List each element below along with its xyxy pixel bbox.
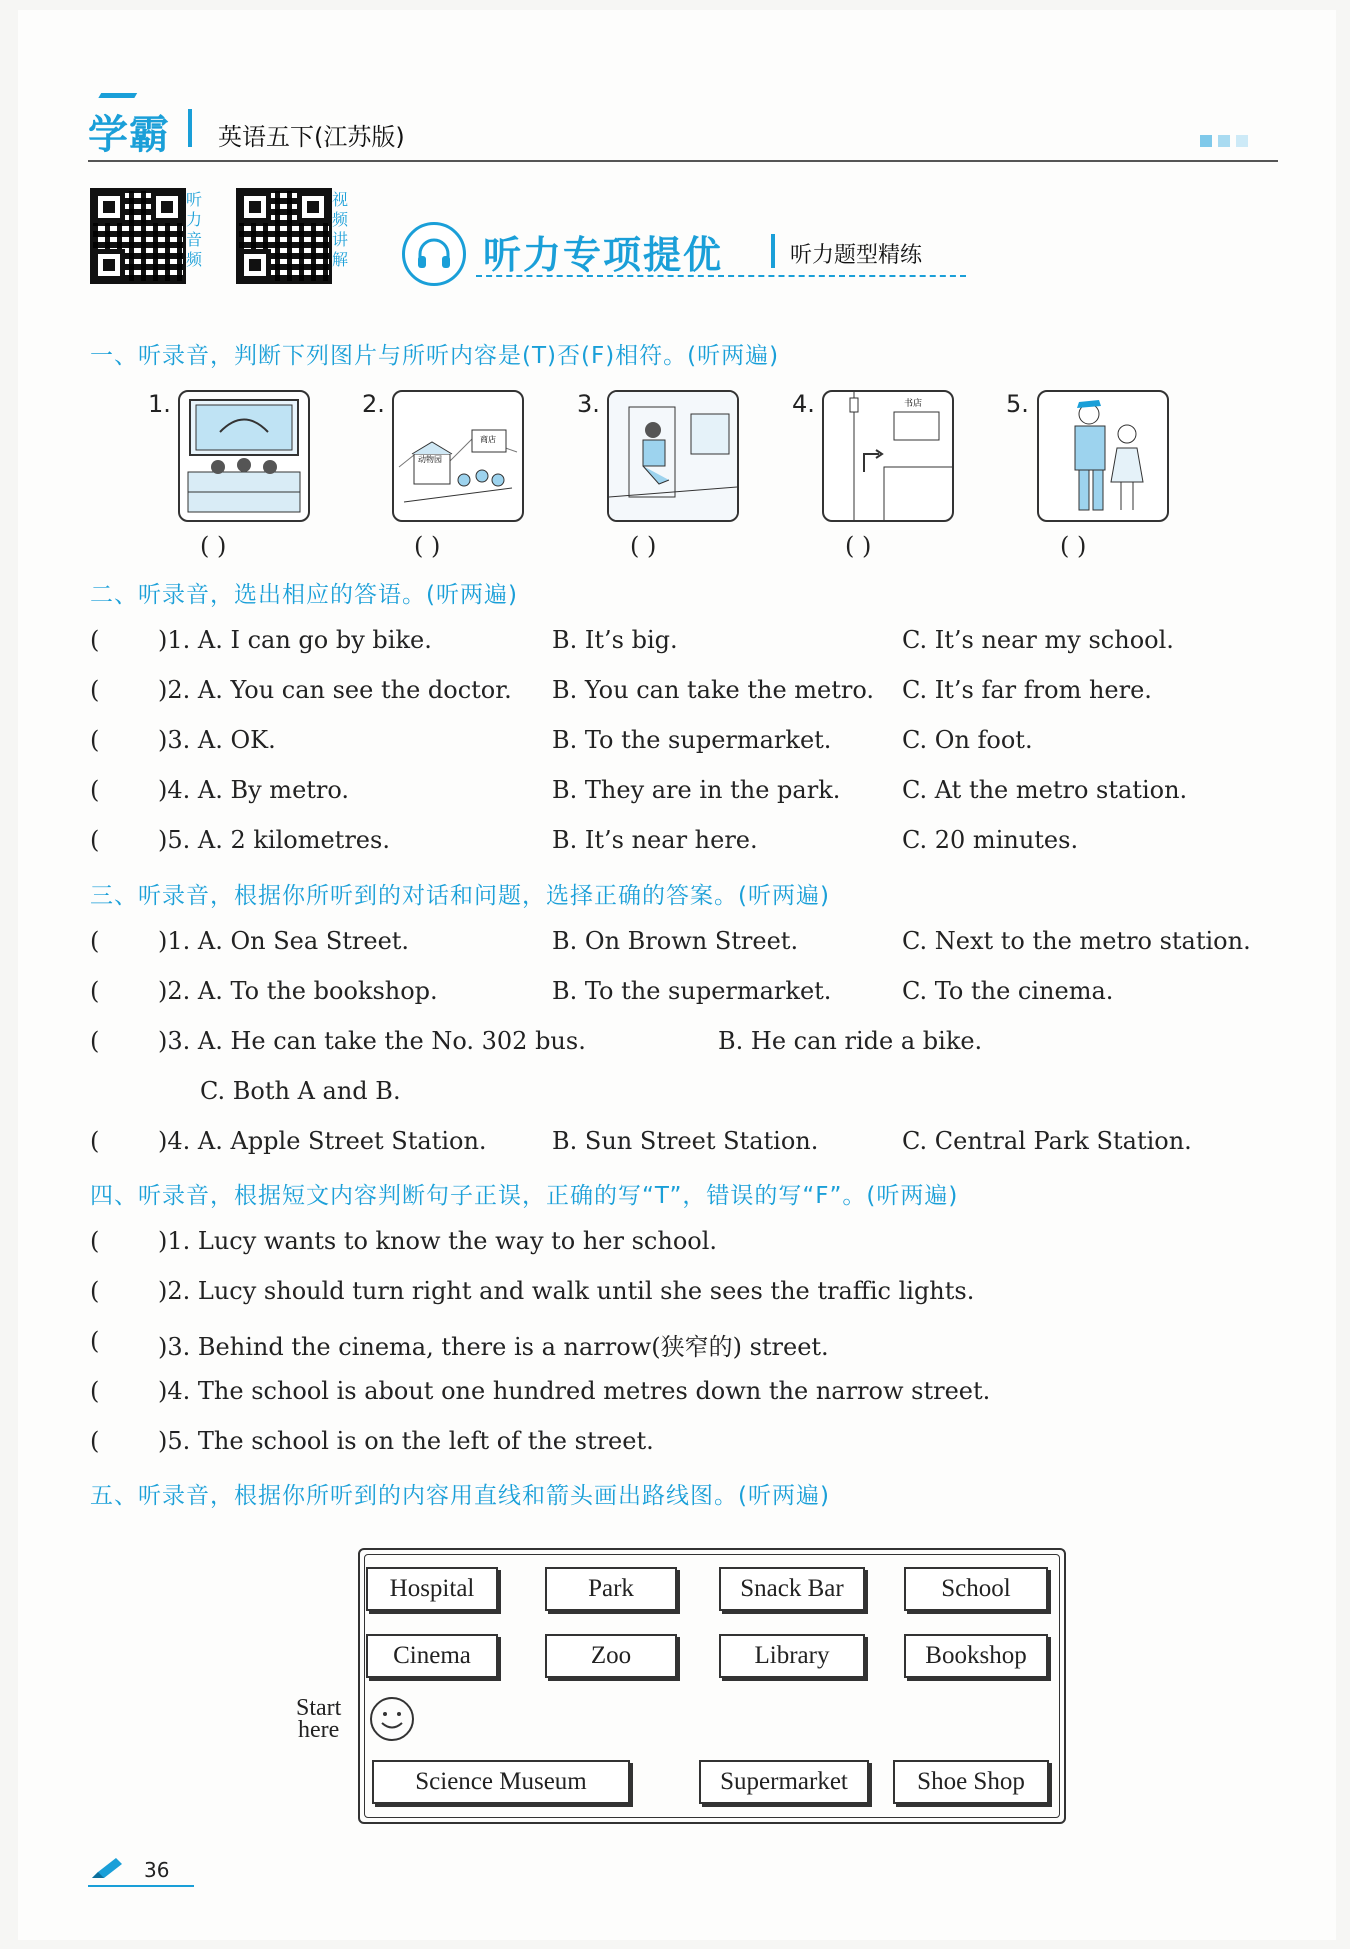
start-label: Start here — [296, 1695, 342, 1743]
place-school: School — [904, 1567, 1048, 1611]
decor-square — [1218, 135, 1230, 147]
answer-blank[interactable]: ( — [90, 1327, 100, 1355]
question-row — [90, 726, 1270, 762]
option-a: )4. A. By metro. — [158, 776, 350, 804]
page-header — [88, 95, 1278, 162]
decor-square — [1200, 135, 1212, 147]
question-row — [90, 626, 1270, 662]
picture-policeman-and-girl — [1037, 390, 1169, 522]
section-2-heading: 二、听录音，选出相应的答语。(听两遍) — [90, 582, 518, 608]
page-number: 36 — [144, 1858, 170, 1882]
option-c: C. At the metro station. — [902, 776, 1188, 804]
statement-row — [90, 1377, 1270, 1413]
place-science-museum: Science Museum — [372, 1760, 630, 1804]
answer-blank[interactable]: ( — [90, 826, 100, 854]
question-row — [90, 1027, 1270, 1063]
option-c: C. It’s near my school. — [902, 626, 1174, 654]
svg-text:商店: 商店 — [480, 435, 496, 444]
option-a: )2. A. You can see the doctor. — [158, 676, 512, 704]
statement-text: )1. Lucy wants to know the way to her school. — [158, 1227, 718, 1255]
svg-text:动物园: 动物园 — [418, 455, 442, 464]
decor-square — [1236, 135, 1248, 147]
question-row-continued — [90, 1077, 1270, 1113]
option-a: )3. A. He can take the No. 302 bus. — [158, 1027, 586, 1055]
answer-blank[interactable]: ( — [90, 1227, 100, 1255]
answer-paren[interactable]: ( ) — [200, 532, 227, 560]
place-shoe-shop: Shoe Shop — [893, 1760, 1049, 1804]
question-row — [90, 977, 1270, 1013]
option-c: C. Both A and B. — [200, 1077, 401, 1105]
answer-blank[interactable]: ( — [90, 927, 100, 955]
picture-girl-on-metro — [607, 390, 739, 522]
place-zoo: Zoo — [545, 1634, 677, 1678]
banner-title: 听力专项提优 — [483, 233, 724, 277]
picture-number: 4. — [792, 390, 815, 418]
picture-zoo-and-shop — [392, 390, 524, 522]
option-c: C. On foot. — [902, 726, 1033, 754]
place-park: Park — [545, 1567, 677, 1611]
section-1-heading: 一、听录音，判断下列图片与所听内容是(T)否(F)相符。(听两遍) — [90, 343, 780, 369]
statement-row — [90, 1327, 1270, 1363]
picture-cinema — [178, 390, 310, 522]
option-a: )3. A. OK. — [158, 726, 276, 754]
section-3-heading: 三、听录音，根据你所听到的对话和问题，选择正确的答案。(听两遍) — [90, 883, 830, 909]
audio-qr-code[interactable] — [90, 188, 186, 284]
option-b: B. He can ride a bike. — [718, 1027, 983, 1055]
option-a: )2. A. To the bookshop. — [158, 977, 438, 1005]
statement-row — [90, 1277, 1270, 1313]
option-a: )1. A. I can go by bike. — [158, 626, 432, 654]
picture-number: 5. — [1006, 390, 1029, 418]
option-b: B. To the supermarket. — [552, 726, 832, 754]
svg-text:书店: 书店 — [904, 399, 923, 409]
statement-text: )2. Lucy should turn right and walk until she sees the traffic lights. — [158, 1277, 975, 1305]
option-c: C. To the cinema. — [902, 977, 1114, 1005]
question-row — [90, 927, 1270, 963]
video-qr-code[interactable] — [236, 188, 332, 284]
question-row — [90, 826, 1270, 862]
question-row — [90, 776, 1270, 812]
option-b: B. You can take the metro. — [552, 676, 875, 704]
option-c: C. Central Park Station. — [902, 1127, 1192, 1155]
option-c: C. Next to the metro station. — [902, 927, 1251, 955]
statement-text: )4. The school is about one hundred metres down the narrow street. — [158, 1377, 991, 1405]
banner-divider — [771, 234, 775, 268]
option-c: C. It’s far from here. — [902, 676, 1152, 704]
option-b: B. It’s big. — [552, 626, 678, 654]
place-supermarket: Supermarket — [699, 1760, 869, 1804]
picture-bookshop-route — [822, 390, 954, 522]
book-title: 英语五下(江苏版) — [218, 123, 405, 151]
answer-paren[interactable]: ( ) — [414, 532, 441, 560]
smiley-face-icon — [370, 1697, 414, 1741]
statement-text: )3. Behind the cinema, there is a narrow(狭窄的) street. — [158, 1333, 829, 1361]
headphones-icon — [402, 222, 466, 286]
statement-row — [90, 1427, 1270, 1463]
place-hospital: Hospital — [366, 1567, 498, 1611]
option-a: )1. A. On Sea Street. — [158, 927, 410, 955]
answer-blank[interactable]: ( — [90, 1377, 100, 1405]
brand-logo: 学霸 — [88, 112, 170, 158]
section-5-heading: 五、听录音，根据你所听到的内容用直线和箭头画出路线图。(听两遍) — [90, 1483, 830, 1509]
answer-blank[interactable]: ( — [90, 776, 100, 804]
place-cinema: Cinema — [366, 1634, 498, 1678]
option-b: B. It’s near here. — [552, 826, 758, 854]
audio-qr-label: 听 力 音 频 — [186, 190, 203, 269]
picture-number: 2. — [362, 390, 385, 418]
option-a: )4. A. Apple Street Station. — [158, 1127, 487, 1155]
footer-line — [88, 1885, 194, 1887]
answer-blank[interactable]: ( — [90, 1027, 100, 1055]
banner-subtitle: 听力题型精练 — [790, 243, 923, 268]
statement-text: )5. The school is on the left of the street. — [158, 1427, 654, 1455]
option-b: B. On Brown Street. — [552, 927, 799, 955]
place-snack-bar: Snack Bar — [719, 1567, 865, 1611]
place-bookshop: Bookshop — [904, 1634, 1048, 1678]
option-b: B. To the supermarket. — [552, 977, 832, 1005]
banner-underline — [476, 275, 966, 277]
place-library: Library — [719, 1634, 865, 1678]
answer-blank[interactable]: ( — [90, 977, 100, 1005]
option-b: B. Sun Street Station. — [552, 1127, 819, 1155]
answer-paren[interactable]: ( ) — [630, 532, 657, 560]
option-c: C. 20 minutes. — [902, 826, 1079, 854]
question-row — [90, 676, 1270, 712]
logo-divider — [188, 109, 192, 147]
answer-blank[interactable]: ( — [90, 1427, 100, 1455]
option-a: )5. A. 2 kilometres. — [158, 826, 390, 854]
option-b: B. They are in the park. — [552, 776, 841, 804]
answer-blank[interactable]: ( — [90, 1277, 100, 1305]
answer-blank[interactable]: ( — [90, 676, 100, 704]
answer-paren[interactable]: ( ) — [1060, 532, 1087, 560]
pencil-icon — [88, 1856, 128, 1886]
picture-number: 1. — [148, 390, 171, 418]
picture-number: 3. — [577, 390, 600, 418]
section-4-heading: 四、听录音，根据短文内容判断句子正误，正确的写“T”，错误的写“F”。(听两遍) — [90, 1183, 959, 1209]
answer-paren[interactable]: ( ) — [845, 532, 872, 560]
answer-blank[interactable]: ( — [90, 1127, 100, 1155]
statement-row — [90, 1227, 1270, 1263]
answer-blank[interactable]: ( — [90, 726, 100, 754]
video-qr-label: 视 频 讲 解 — [332, 190, 349, 269]
question-row — [90, 1127, 1270, 1163]
answer-blank[interactable]: ( — [90, 626, 100, 654]
